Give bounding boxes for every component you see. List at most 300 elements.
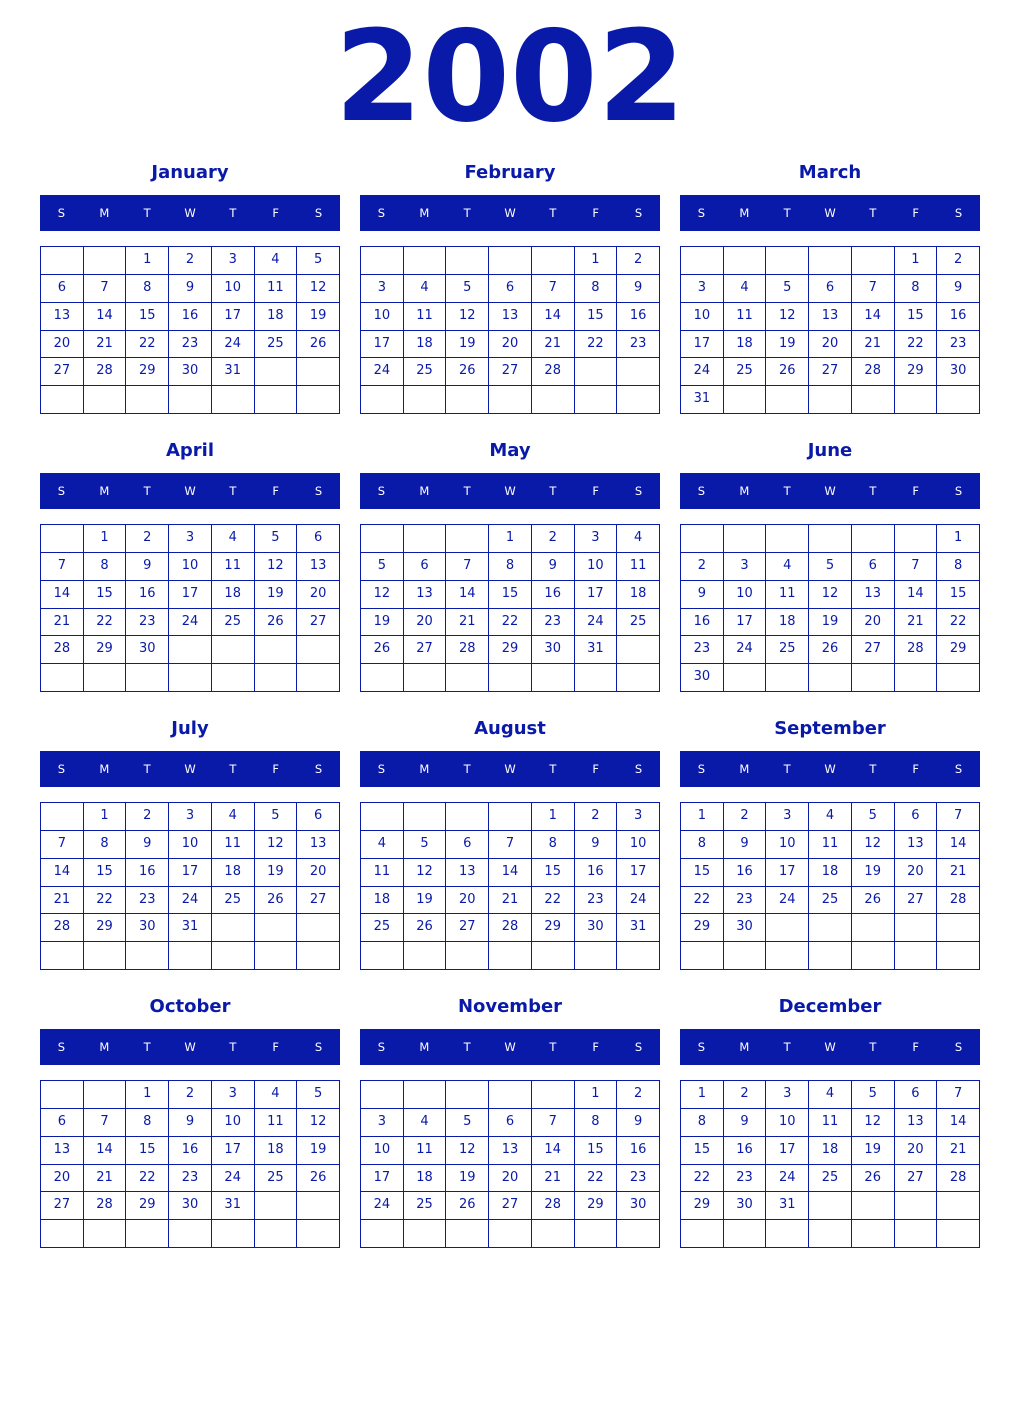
day-cell: 30 [681, 664, 724, 692]
day-cell: 5 [361, 553, 404, 581]
day-cell: 16 [937, 303, 980, 331]
weekday-header [680, 473, 980, 509]
day-cell: 21 [532, 331, 575, 359]
day-cell: 23 [532, 609, 575, 637]
empty-cell [169, 664, 212, 692]
day-cell: 2 [575, 803, 618, 831]
day-cell: 13 [852, 581, 895, 609]
empty-cell [84, 386, 127, 414]
weekday-label: T [549, 1040, 557, 1054]
weekday-label: W [184, 484, 196, 498]
empty-cell [532, 1220, 575, 1248]
day-cell: 11 [766, 581, 809, 609]
empty-cell [404, 803, 447, 831]
empty-cell [895, 942, 938, 970]
empty-cell [575, 358, 618, 386]
weekday-label: S [634, 1040, 643, 1054]
day-cell: 8 [937, 553, 980, 581]
day-cell: 27 [489, 358, 532, 386]
day-cell: 25 [404, 1192, 447, 1220]
empty-cell [489, 386, 532, 414]
weekday-label: M [739, 206, 750, 220]
weekday-label: T [549, 206, 557, 220]
day-cell: 4 [361, 831, 404, 859]
empty-cell [681, 942, 724, 970]
day-cell: 15 [84, 859, 127, 887]
month-name: December [778, 996, 882, 1017]
empty-cell [126, 664, 169, 692]
day-cell: 29 [126, 358, 169, 386]
day-cell: 2 [617, 1081, 660, 1109]
day-cell: 4 [766, 553, 809, 581]
empty-cell [852, 914, 895, 942]
day-cell: 16 [169, 303, 212, 331]
empty-cell [809, 914, 852, 942]
day-cell: 10 [169, 553, 212, 581]
weekday-label: F [272, 1040, 280, 1054]
day-cell: 21 [937, 1137, 980, 1165]
day-cell: 18 [809, 1137, 852, 1165]
day-cell: 13 [895, 831, 938, 859]
day-cell: 16 [617, 1137, 660, 1165]
day-cell: 13 [41, 303, 84, 331]
day-cell: 7 [84, 1109, 127, 1137]
day-cell: 18 [766, 609, 809, 637]
weekday-label: F [912, 484, 920, 498]
weekday-label: F [272, 484, 280, 498]
day-cell: 6 [852, 553, 895, 581]
day-cell: 29 [895, 358, 938, 386]
empty-cell [809, 386, 852, 414]
empty-cell [361, 942, 404, 970]
day-cell: 10 [681, 303, 724, 331]
day-cell: 6 [446, 831, 489, 859]
day-cell: 14 [41, 581, 84, 609]
day-cell: 9 [681, 581, 724, 609]
weekday-label: T [229, 762, 237, 776]
day-cell: 2 [169, 247, 212, 275]
day-cell: 8 [575, 1109, 618, 1137]
day-cell: 11 [617, 553, 660, 581]
empty-cell [126, 386, 169, 414]
empty-cell [852, 386, 895, 414]
empty-cell [41, 803, 84, 831]
day-cell: 29 [681, 1192, 724, 1220]
weekday-label: M [419, 762, 430, 776]
day-cell: 4 [212, 803, 255, 831]
day-cell: 14 [937, 1109, 980, 1137]
day-cell: 22 [681, 1165, 724, 1193]
empty-cell [297, 664, 340, 692]
empty-cell [446, 803, 489, 831]
day-cell: 9 [617, 275, 660, 303]
day-cell: 5 [446, 1109, 489, 1137]
day-cell: 6 [297, 803, 340, 831]
day-grid [680, 802, 980, 970]
empty-cell [766, 525, 809, 553]
day-cell: 28 [41, 914, 84, 942]
day-cell: 8 [681, 831, 724, 859]
weekday-label: M [99, 1040, 110, 1054]
day-cell: 11 [255, 275, 298, 303]
empty-cell [361, 803, 404, 831]
empty-cell [617, 358, 660, 386]
weekday-label: S [954, 762, 963, 776]
day-grid [680, 1080, 980, 1248]
day-cell: 24 [212, 331, 255, 359]
weekday-label: T [783, 762, 791, 776]
day-cell: 20 [297, 581, 340, 609]
day-cell: 15 [681, 1137, 724, 1165]
month-name: September [774, 718, 886, 739]
day-cell: 22 [532, 887, 575, 915]
day-cell: 9 [575, 831, 618, 859]
empty-cell [404, 942, 447, 970]
day-cell: 21 [937, 859, 980, 887]
day-cell: 3 [575, 525, 618, 553]
day-cell: 10 [212, 275, 255, 303]
weekday-label: W [504, 762, 516, 776]
day-grid [40, 1080, 340, 1248]
empty-cell [41, 386, 84, 414]
day-cell: 30 [724, 914, 767, 942]
empty-cell [84, 1081, 127, 1109]
day-cell: 27 [41, 358, 84, 386]
weekday-header [680, 195, 980, 231]
empty-cell [446, 664, 489, 692]
day-cell: 2 [724, 803, 767, 831]
day-cell: 23 [126, 609, 169, 637]
day-cell: 7 [489, 831, 532, 859]
day-cell: 18 [809, 859, 852, 887]
weekday-label: S [314, 762, 323, 776]
day-cell: 29 [489, 636, 532, 664]
day-cell: 26 [446, 1192, 489, 1220]
empty-cell [895, 1220, 938, 1248]
day-cell: 12 [766, 303, 809, 331]
weekday-label: W [824, 484, 836, 498]
day-cell: 14 [937, 831, 980, 859]
day-cell: 7 [532, 275, 575, 303]
day-cell: 13 [404, 581, 447, 609]
empty-cell [361, 525, 404, 553]
day-cell: 27 [895, 1165, 938, 1193]
day-cell: 8 [126, 275, 169, 303]
empty-cell [404, 247, 447, 275]
day-cell: 28 [937, 887, 980, 915]
empty-cell [532, 664, 575, 692]
day-cell: 28 [852, 358, 895, 386]
day-cell: 22 [681, 887, 724, 915]
empty-cell [169, 386, 212, 414]
day-cell: 7 [895, 553, 938, 581]
day-cell: 11 [255, 1109, 298, 1137]
day-cell: 14 [84, 1137, 127, 1165]
empty-cell [724, 664, 767, 692]
day-cell: 12 [809, 581, 852, 609]
day-cell: 15 [681, 859, 724, 887]
day-cell: 24 [766, 887, 809, 915]
weekday-label: W [504, 1040, 516, 1054]
day-cell: 5 [404, 831, 447, 859]
weekday-label: S [697, 484, 706, 498]
day-cell: 10 [766, 1109, 809, 1137]
day-cell: 4 [404, 1109, 447, 1137]
day-cell: 12 [255, 553, 298, 581]
day-cell: 16 [681, 609, 724, 637]
day-cell: 22 [937, 609, 980, 637]
weekday-label: F [912, 762, 920, 776]
day-cell: 27 [41, 1192, 84, 1220]
day-cell: 21 [852, 331, 895, 359]
day-cell: 29 [681, 914, 724, 942]
weekday-label: T [463, 762, 471, 776]
empty-cell [212, 1220, 255, 1248]
empty-cell [255, 1192, 298, 1220]
empty-cell [255, 358, 298, 386]
day-cell: 9 [937, 275, 980, 303]
weekday-label: T [229, 484, 237, 498]
empty-cell [489, 1081, 532, 1109]
day-cell: 28 [84, 1192, 127, 1220]
empty-cell [809, 942, 852, 970]
day-cell: 13 [297, 553, 340, 581]
day-cell: 30 [937, 358, 980, 386]
weekday-label: T [549, 484, 557, 498]
day-cell: 14 [84, 303, 127, 331]
empty-cell [575, 942, 618, 970]
day-cell: 11 [809, 1109, 852, 1137]
empty-cell [937, 664, 980, 692]
weekday-label: S [377, 206, 386, 220]
day-cell: 1 [126, 1081, 169, 1109]
day-cell: 24 [169, 887, 212, 915]
day-cell: 26 [361, 636, 404, 664]
day-cell: 19 [766, 331, 809, 359]
day-cell: 9 [532, 553, 575, 581]
weekday-label: S [314, 484, 323, 498]
empty-cell [895, 914, 938, 942]
weekday-label: T [463, 206, 471, 220]
day-cell: 3 [681, 275, 724, 303]
day-cell: 12 [404, 859, 447, 887]
day-cell: 5 [297, 1081, 340, 1109]
day-cell: 7 [852, 275, 895, 303]
day-cell: 25 [361, 914, 404, 942]
weekday-label: S [697, 762, 706, 776]
empty-cell [84, 247, 127, 275]
empty-cell [84, 1220, 127, 1248]
day-cell: 29 [126, 1192, 169, 1220]
empty-cell [169, 636, 212, 664]
empty-cell [297, 1192, 340, 1220]
day-cell: 9 [169, 275, 212, 303]
day-cell: 31 [169, 914, 212, 942]
weekday-label: S [954, 1040, 963, 1054]
day-cell: 23 [169, 1165, 212, 1193]
empty-cell [724, 247, 767, 275]
empty-cell [766, 247, 809, 275]
weekday-label: S [377, 762, 386, 776]
day-cell: 8 [84, 831, 127, 859]
empty-cell [895, 386, 938, 414]
day-cell: 10 [361, 303, 404, 331]
day-cell: 28 [446, 636, 489, 664]
weekday-label: S [634, 206, 643, 220]
day-cell: 2 [532, 525, 575, 553]
day-cell: 5 [255, 525, 298, 553]
weekday-label: S [57, 1040, 66, 1054]
weekday-label: T [463, 1040, 471, 1054]
day-cell: 24 [617, 887, 660, 915]
empty-cell [766, 386, 809, 414]
month-name: July [171, 718, 209, 739]
day-cell: 10 [212, 1109, 255, 1137]
day-cell: 6 [41, 275, 84, 303]
weekday-label: F [592, 484, 600, 498]
day-cell: 11 [212, 553, 255, 581]
day-cell: 29 [937, 636, 980, 664]
empty-cell [809, 1220, 852, 1248]
empty-cell [297, 386, 340, 414]
day-cell: 20 [41, 331, 84, 359]
day-cell: 7 [41, 831, 84, 859]
day-cell: 10 [169, 831, 212, 859]
day-cell: 1 [681, 803, 724, 831]
weekday-label: F [912, 1040, 920, 1054]
empty-cell [617, 942, 660, 970]
day-cell: 1 [532, 803, 575, 831]
day-cell: 5 [852, 1081, 895, 1109]
empty-cell [617, 386, 660, 414]
day-cell: 17 [169, 859, 212, 887]
day-cell: 3 [212, 1081, 255, 1109]
day-cell: 18 [404, 1165, 447, 1193]
day-cell: 1 [895, 247, 938, 275]
empty-cell [255, 664, 298, 692]
empty-cell [681, 1220, 724, 1248]
day-cell: 17 [361, 1165, 404, 1193]
day-cell: 18 [404, 331, 447, 359]
day-cell: 17 [212, 303, 255, 331]
day-cell: 30 [169, 358, 212, 386]
weekday-header [40, 195, 340, 231]
day-grid [360, 246, 660, 414]
empty-cell [489, 1220, 532, 1248]
day-cell: 18 [724, 331, 767, 359]
day-cell: 13 [297, 831, 340, 859]
weekday-label: T [143, 206, 151, 220]
day-cell: 12 [297, 1109, 340, 1137]
day-cell: 12 [852, 1109, 895, 1137]
day-cell: 6 [895, 803, 938, 831]
empty-cell [937, 1192, 980, 1220]
day-cell: 7 [937, 803, 980, 831]
day-cell: 30 [575, 914, 618, 942]
day-cell: 5 [852, 803, 895, 831]
day-cell: 7 [41, 553, 84, 581]
day-cell: 18 [255, 1137, 298, 1165]
weekday-label: T [869, 484, 877, 498]
day-cell: 19 [852, 859, 895, 887]
day-cell: 11 [404, 303, 447, 331]
empty-cell [895, 1192, 938, 1220]
empty-cell [297, 914, 340, 942]
day-grid [360, 802, 660, 970]
empty-cell [724, 1220, 767, 1248]
weekday-header [360, 1029, 660, 1065]
weekday-label: M [419, 484, 430, 498]
empty-cell [446, 1081, 489, 1109]
day-cell: 16 [532, 581, 575, 609]
day-cell: 22 [126, 1165, 169, 1193]
weekday-header [360, 195, 660, 231]
empty-cell [809, 664, 852, 692]
day-cell: 20 [895, 1137, 938, 1165]
weekday-label: S [697, 1040, 706, 1054]
day-cell: 6 [489, 275, 532, 303]
day-cell: 27 [297, 887, 340, 915]
empty-cell [852, 942, 895, 970]
day-cell: 14 [895, 581, 938, 609]
empty-cell [532, 386, 575, 414]
day-cell: 31 [766, 1192, 809, 1220]
weekday-label: W [184, 762, 196, 776]
day-cell: 18 [361, 887, 404, 915]
day-cell: 25 [212, 887, 255, 915]
empty-cell [766, 914, 809, 942]
weekday-label: M [739, 762, 750, 776]
day-cell: 9 [126, 553, 169, 581]
empty-cell [297, 358, 340, 386]
day-cell: 8 [575, 275, 618, 303]
day-cell: 19 [809, 609, 852, 637]
day-cell: 24 [766, 1165, 809, 1193]
day-cell: 25 [404, 358, 447, 386]
day-cell: 4 [809, 1081, 852, 1109]
weekday-label: S [697, 206, 706, 220]
day-cell: 26 [852, 1165, 895, 1193]
empty-cell [41, 1081, 84, 1109]
day-cell: 5 [809, 553, 852, 581]
empty-cell [404, 1081, 447, 1109]
empty-cell [575, 1220, 618, 1248]
weekday-label: T [143, 762, 151, 776]
day-cell: 2 [126, 525, 169, 553]
empty-cell [852, 1220, 895, 1248]
weekday-label: S [377, 1040, 386, 1054]
weekday-label: T [229, 206, 237, 220]
day-cell: 23 [575, 887, 618, 915]
empty-cell [532, 942, 575, 970]
day-cell: 1 [937, 525, 980, 553]
day-cell: 9 [126, 831, 169, 859]
day-cell: 6 [809, 275, 852, 303]
day-cell: 20 [41, 1165, 84, 1193]
day-cell: 25 [212, 609, 255, 637]
day-cell: 19 [404, 887, 447, 915]
empty-cell [766, 1220, 809, 1248]
day-cell: 25 [766, 636, 809, 664]
month-name: January [151, 162, 229, 183]
day-grid [360, 524, 660, 692]
empty-cell [895, 664, 938, 692]
day-cell: 16 [617, 303, 660, 331]
empty-cell [404, 386, 447, 414]
day-cell: 11 [809, 831, 852, 859]
month-name: June [807, 440, 853, 461]
day-cell: 20 [489, 1165, 532, 1193]
